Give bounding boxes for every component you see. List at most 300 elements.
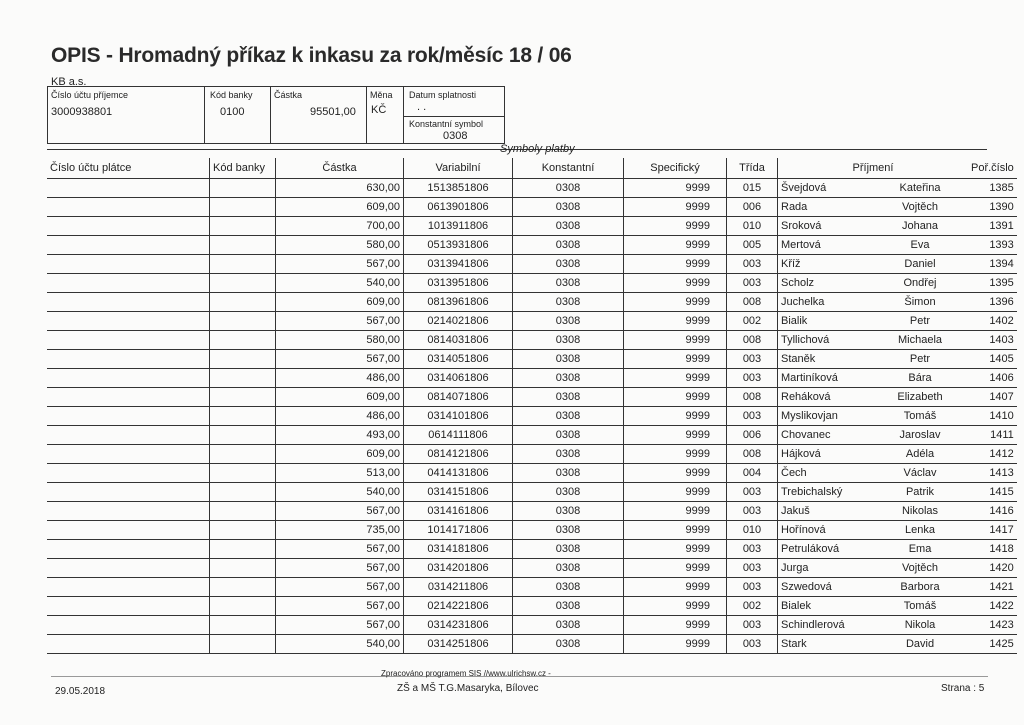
cell-order-number: 1421: [968, 578, 1017, 597]
table-row: [47, 483, 1017, 502]
table-row: [47, 217, 1017, 236]
divider: [403, 87, 404, 143]
cell-constant-symbol: 0308: [513, 445, 624, 464]
cell-order-number: 1396: [968, 293, 1017, 312]
table-row: [47, 293, 1017, 312]
cell-specific-symbol: 9999: [624, 445, 727, 464]
cell-payer-account: [47, 198, 210, 217]
table-row: [47, 312, 1017, 331]
cell-surname: Chovanec: [778, 426, 873, 445]
cell-constant-symbol: 0308: [513, 331, 624, 350]
table-row: [47, 559, 1017, 578]
cell-order-number: 1385: [968, 179, 1017, 198]
cell-payer-account: [47, 274, 210, 293]
cell-constant-symbol: 0308: [513, 179, 624, 198]
cell-class: 003: [727, 616, 778, 635]
cell-order-number: 1417: [968, 521, 1017, 540]
school-name: ZŠ a MŠ T.G.Masaryka, Bílovec: [397, 683, 539, 694]
cell-variable-symbol: 0814071806: [404, 388, 513, 407]
cell-specific-symbol: 9999: [624, 217, 727, 236]
cell-payer-account: [47, 236, 210, 255]
amount-value: 95501,00: [310, 106, 356, 118]
table-row: [47, 597, 1017, 616]
cell-payer-bank-code: [210, 369, 276, 388]
cell-surname: Sroková: [778, 217, 873, 236]
cell-surname: Petruláková: [778, 540, 873, 559]
cell-first-name: Elizabeth: [872, 388, 968, 407]
cell-variable-symbol: 0414131806: [404, 464, 513, 483]
due-date-value: . .: [417, 101, 427, 113]
cell-constant-symbol: 0308: [513, 483, 624, 502]
cell-first-name: Šimon: [872, 293, 968, 312]
cell-surname: Stark: [778, 635, 873, 654]
cell-constant-symbol: 0308: [513, 236, 624, 255]
cell-variable-symbol: 0614111806: [404, 426, 513, 445]
cell-variable-symbol: 0313951806: [404, 274, 513, 293]
table-row: [47, 426, 1017, 445]
cell-class: 008: [727, 293, 778, 312]
cell-first-name: Petr: [872, 350, 968, 369]
cell-specific-symbol: 9999: [624, 350, 727, 369]
cell-payer-bank-code: [210, 350, 276, 369]
cell-class: 003: [727, 483, 778, 502]
cell-variable-symbol: 0314201806: [404, 559, 513, 578]
cell-variable-symbol: 1513851806: [404, 179, 513, 198]
cell-order-number: 1390: [968, 198, 1017, 217]
cell-constant-symbol: 0308: [513, 293, 624, 312]
cell-first-name: Barbora: [872, 578, 968, 597]
cell-class: 002: [727, 312, 778, 331]
cell-amount: 567,00: [276, 616, 404, 635]
cell-class: 008: [727, 388, 778, 407]
cell-variable-symbol: 0314251806: [404, 635, 513, 654]
table-row: [47, 407, 1017, 426]
cell-payer-bank-code: [210, 198, 276, 217]
cell-specific-symbol: 9999: [624, 388, 727, 407]
cell-surname: Hořínová: [778, 521, 873, 540]
program-credit: Zpracováno programem SIS //www.ulrichsw.cz -: [381, 669, 551, 678]
cell-class: 003: [727, 559, 778, 578]
cell-order-number: 1391: [968, 217, 1017, 236]
cell-class: 003: [727, 255, 778, 274]
cell-payer-bank-code: [210, 464, 276, 483]
divider: [403, 116, 504, 117]
page-title: OPIS - Hromadný příkaz k inkasu za rok/měsíc 18 / 06: [51, 44, 572, 67]
cell-class: 003: [727, 578, 778, 597]
col-header-specific: Specifický: [624, 158, 727, 179]
col-header-constant: Konstantní: [513, 158, 624, 179]
table-row: [47, 502, 1017, 521]
cell-constant-symbol: 0308: [513, 350, 624, 369]
table-row: [47, 445, 1017, 464]
cell-specific-symbol: 9999: [624, 483, 727, 502]
cell-order-number: 1393: [968, 236, 1017, 255]
cell-payer-account: [47, 369, 210, 388]
cell-first-name: Vojtěch: [872, 198, 968, 217]
bank-code-label: Kód banky: [210, 90, 253, 100]
cell-order-number: 1416: [968, 502, 1017, 521]
cell-surname: Tyllichová: [778, 331, 873, 350]
table-row: [47, 331, 1017, 350]
cell-payer-bank-code: [210, 179, 276, 198]
cell-payer-bank-code: [210, 445, 276, 464]
constant-symbol-value: 0308: [443, 130, 468, 142]
cell-class: 008: [727, 331, 778, 350]
cell-payer-bank-code: [210, 293, 276, 312]
cell-order-number: 1423: [968, 616, 1017, 635]
cell-order-number: 1402: [968, 312, 1017, 331]
cell-amount: 540,00: [276, 274, 404, 293]
table-row: [47, 578, 1017, 597]
cell-constant-symbol: 0308: [513, 597, 624, 616]
table-row: [47, 616, 1017, 635]
col-header-bank-code: Kód banky: [210, 158, 276, 179]
cell-payer-account: [47, 350, 210, 369]
table-row: [47, 388, 1017, 407]
table-row: [47, 350, 1017, 369]
account-label: Číslo účtu příjemce: [51, 90, 129, 100]
cell-constant-symbol: 0308: [513, 635, 624, 654]
cell-variable-symbol: 0314211806: [404, 578, 513, 597]
cell-first-name: Ondřej: [872, 274, 968, 293]
cell-payer-account: [47, 426, 210, 445]
cell-specific-symbol: 9999: [624, 369, 727, 388]
cell-payer-account: [47, 445, 210, 464]
cell-specific-symbol: 9999: [624, 236, 727, 255]
cell-amount: 567,00: [276, 559, 404, 578]
cell-amount: 700,00: [276, 217, 404, 236]
cell-variable-symbol: 0613901806: [404, 198, 513, 217]
cell-payer-bank-code: [210, 502, 276, 521]
cell-payer-bank-code: [210, 407, 276, 426]
divider: [270, 87, 271, 143]
amount-label: Částka: [274, 90, 303, 100]
cell-amount: 567,00: [276, 578, 404, 597]
cell-specific-symbol: 9999: [624, 293, 727, 312]
cell-specific-symbol: 9999: [624, 635, 727, 654]
cell-surname: Schindlerová: [778, 616, 873, 635]
cell-payer-bank-code: [210, 426, 276, 445]
cell-amount: 609,00: [276, 293, 404, 312]
divider: [204, 87, 205, 143]
table-row: [47, 255, 1017, 274]
cell-class: 015: [727, 179, 778, 198]
payment-symbols-label: Symboly platby: [500, 143, 575, 155]
cell-constant-symbol: 0308: [513, 578, 624, 597]
cell-order-number: 1410: [968, 407, 1017, 426]
cell-order-number: 1395: [968, 274, 1017, 293]
col-header-surname: Příjmení: [778, 158, 969, 179]
cell-first-name: David: [872, 635, 968, 654]
cell-first-name: Johana: [872, 217, 968, 236]
cell-payer-account: [47, 407, 210, 426]
cell-specific-symbol: 9999: [624, 426, 727, 445]
cell-variable-symbol: 0313941806: [404, 255, 513, 274]
table-row: [47, 274, 1017, 293]
cell-specific-symbol: 9999: [624, 559, 727, 578]
header-box: [47, 86, 505, 144]
cell-variable-symbol: 1014171806: [404, 521, 513, 540]
cell-amount: 540,00: [276, 483, 404, 502]
cell-specific-symbol: 9999: [624, 331, 727, 350]
cell-amount: 513,00: [276, 464, 404, 483]
col-header-account: Číslo účtu plátce: [47, 158, 210, 179]
cell-order-number: 1413: [968, 464, 1017, 483]
cell-first-name: Bára: [872, 369, 968, 388]
cell-specific-symbol: 9999: [624, 502, 727, 521]
cell-class: 003: [727, 350, 778, 369]
page-number: Strana : 5: [941, 683, 985, 694]
cell-payer-account: [47, 464, 210, 483]
cell-surname: Švejdová: [778, 179, 873, 198]
cell-first-name: Ema: [872, 540, 968, 559]
cell-first-name: Nikolas: [872, 502, 968, 521]
due-date-label: Datum splatnosti: [409, 90, 477, 100]
cell-payer-bank-code: [210, 616, 276, 635]
cell-surname: Bialek: [778, 597, 873, 616]
cell-order-number: 1406: [968, 369, 1017, 388]
cell-surname: Reháková: [778, 388, 873, 407]
cell-constant-symbol: 0308: [513, 521, 624, 540]
cell-constant-symbol: 0308: [513, 217, 624, 236]
cell-payer-account: [47, 388, 210, 407]
cell-payer-bank-code: [210, 521, 276, 540]
cell-constant-symbol: 0308: [513, 388, 624, 407]
payments-table: [47, 158, 1017, 654]
cell-surname: Kříž: [778, 255, 873, 274]
cell-payer-account: [47, 293, 210, 312]
cell-payer-bank-code: [210, 597, 276, 616]
cell-surname: Martiníková: [778, 369, 873, 388]
cell-amount: 609,00: [276, 198, 404, 217]
cell-first-name: Tomáš: [872, 597, 968, 616]
cell-amount: 735,00: [276, 521, 404, 540]
cell-amount: 567,00: [276, 312, 404, 331]
constant-symbol-label: Konstantní symbol: [409, 119, 484, 129]
cell-amount: 567,00: [276, 350, 404, 369]
cell-variable-symbol: 0314061806: [404, 369, 513, 388]
cell-first-name: Jaroslav: [872, 426, 968, 445]
cell-class: 002: [727, 597, 778, 616]
col-header-variable: Variabilní: [404, 158, 513, 179]
cell-amount: 540,00: [276, 635, 404, 654]
cell-amount: 609,00: [276, 445, 404, 464]
cell-surname: Rada: [778, 198, 873, 217]
cell-class: 008: [727, 445, 778, 464]
cell-surname: Hájková: [778, 445, 873, 464]
cell-first-name: Michaela: [872, 331, 968, 350]
col-header-class: Třída: [727, 158, 778, 179]
cell-payer-account: [47, 578, 210, 597]
cell-order-number: 1415: [968, 483, 1017, 502]
cell-surname: Mertová: [778, 236, 873, 255]
cell-amount: 486,00: [276, 407, 404, 426]
print-date: 29.05.2018: [55, 686, 106, 697]
cell-amount: 580,00: [276, 236, 404, 255]
cell-constant-symbol: 0308: [513, 369, 624, 388]
cell-constant-symbol: 0308: [513, 616, 624, 635]
cell-payer-bank-code: [210, 274, 276, 293]
bank-code-value: 0100: [220, 106, 245, 118]
currency-value: KČ: [371, 104, 387, 116]
cell-order-number: 1405: [968, 350, 1017, 369]
cell-specific-symbol: 9999: [624, 312, 727, 331]
cell-first-name: Eva: [872, 236, 968, 255]
cell-class: 005: [727, 236, 778, 255]
col-header-order: Poř.číslo: [968, 158, 1017, 179]
cell-specific-symbol: 9999: [624, 198, 727, 217]
cell-constant-symbol: 0308: [513, 255, 624, 274]
cell-specific-symbol: 9999: [624, 407, 727, 426]
cell-variable-symbol: 0314181806: [404, 540, 513, 559]
cell-specific-symbol: 9999: [624, 255, 727, 274]
cell-constant-symbol: 0308: [513, 426, 624, 445]
cell-amount: 567,00: [276, 597, 404, 616]
cell-order-number: 1411: [968, 426, 1017, 445]
cell-surname: Jakuš: [778, 502, 873, 521]
cell-class: 003: [727, 274, 778, 293]
cell-payer-account: [47, 521, 210, 540]
cell-constant-symbol: 0308: [513, 540, 624, 559]
currency-label: Měna: [370, 90, 393, 100]
cell-order-number: 1412: [968, 445, 1017, 464]
cell-first-name: Tomáš: [872, 407, 968, 426]
cell-variable-symbol: 0214021806: [404, 312, 513, 331]
cell-variable-symbol: 0314161806: [404, 502, 513, 521]
cell-payer-bank-code: [210, 236, 276, 255]
cell-amount: 609,00: [276, 388, 404, 407]
cell-first-name: Václav: [872, 464, 968, 483]
table-header-row: [47, 158, 1017, 179]
cell-variable-symbol: 0314231806: [404, 616, 513, 635]
cell-payer-account: [47, 559, 210, 578]
cell-payer-bank-code: [210, 578, 276, 597]
cell-surname: Szwedová: [778, 578, 873, 597]
cell-payer-account: [47, 597, 210, 616]
cell-surname: Myslikovjan: [778, 407, 873, 426]
cell-surname: Trebichalský: [778, 483, 873, 502]
table-body: [47, 179, 1017, 654]
cell-class: 003: [727, 502, 778, 521]
cell-class: 003: [727, 407, 778, 426]
cell-payer-bank-code: [210, 559, 276, 578]
table-row: [47, 369, 1017, 388]
cell-amount: 567,00: [276, 502, 404, 521]
cell-first-name: Petr: [872, 312, 968, 331]
cell-amount: 493,00: [276, 426, 404, 445]
cell-class: 003: [727, 540, 778, 559]
cell-first-name: Kateřina: [872, 179, 968, 198]
cell-surname: Juchelka: [778, 293, 873, 312]
cell-surname: Bialik: [778, 312, 873, 331]
cell-variable-symbol: 0214221806: [404, 597, 513, 616]
cell-order-number: 1403: [968, 331, 1017, 350]
cell-order-number: 1420: [968, 559, 1017, 578]
cell-amount: 567,00: [276, 255, 404, 274]
cell-payer-bank-code: [210, 255, 276, 274]
cell-constant-symbol: 0308: [513, 407, 624, 426]
cell-class: 004: [727, 464, 778, 483]
cell-variable-symbol: 0814031806: [404, 331, 513, 350]
cell-first-name: Daniel: [872, 255, 968, 274]
table-row: [47, 179, 1017, 198]
cell-payer-account: [47, 540, 210, 559]
cell-surname: Čech: [778, 464, 873, 483]
cell-payer-bank-code: [210, 540, 276, 559]
cell-first-name: Adéla: [872, 445, 968, 464]
cell-payer-bank-code: [210, 388, 276, 407]
cell-amount: 630,00: [276, 179, 404, 198]
cell-payer-bank-code: [210, 312, 276, 331]
table-row: [47, 464, 1017, 483]
cell-specific-symbol: 9999: [624, 540, 727, 559]
cell-order-number: 1407: [968, 388, 1017, 407]
cell-specific-symbol: 9999: [624, 578, 727, 597]
cell-class: 006: [727, 426, 778, 445]
table-row: [47, 236, 1017, 255]
cell-first-name: Patrik: [872, 483, 968, 502]
cell-amount: 486,00: [276, 369, 404, 388]
cell-order-number: 1418: [968, 540, 1017, 559]
cell-class: 010: [727, 217, 778, 236]
cell-class: 003: [727, 369, 778, 388]
account-value: 3000938801: [51, 106, 113, 118]
cell-variable-symbol: 0513931806: [404, 236, 513, 255]
cell-constant-symbol: 0308: [513, 274, 624, 293]
cell-payer-account: [47, 179, 210, 198]
cell-order-number: 1394: [968, 255, 1017, 274]
cell-payer-account: [47, 312, 210, 331]
cell-amount: 580,00: [276, 331, 404, 350]
cell-order-number: 1422: [968, 597, 1017, 616]
cell-variable-symbol: 1013911806: [404, 217, 513, 236]
cell-payer-account: [47, 331, 210, 350]
cell-surname: Scholz: [778, 274, 873, 293]
cell-specific-symbol: 9999: [624, 464, 727, 483]
cell-payer-bank-code: [210, 483, 276, 502]
cell-variable-symbol: 0813961806: [404, 293, 513, 312]
cell-payer-account: [47, 255, 210, 274]
cell-first-name: Vojtěch: [872, 559, 968, 578]
cell-constant-symbol: 0308: [513, 559, 624, 578]
cell-specific-symbol: 9999: [624, 597, 727, 616]
cell-variable-symbol: 0814121806: [404, 445, 513, 464]
cell-payer-account: [47, 483, 210, 502]
cell-specific-symbol: 9999: [624, 179, 727, 198]
cell-payer-bank-code: [210, 331, 276, 350]
cell-class: 003: [727, 635, 778, 654]
cell-constant-symbol: 0308: [513, 502, 624, 521]
cell-constant-symbol: 0308: [513, 312, 624, 331]
cell-payer-account: [47, 217, 210, 236]
cell-constant-symbol: 0308: [513, 198, 624, 217]
cell-payer-account: [47, 635, 210, 654]
cell-first-name: Lenka: [872, 521, 968, 540]
divider: [366, 87, 367, 143]
cell-class: 010: [727, 521, 778, 540]
cell-first-name: Nikola: [872, 616, 968, 635]
cell-variable-symbol: 0314151806: [404, 483, 513, 502]
cell-surname: Staněk: [778, 350, 873, 369]
cell-payer-bank-code: [210, 635, 276, 654]
cell-specific-symbol: 9999: [624, 521, 727, 540]
cell-class: 006: [727, 198, 778, 217]
table-row: [47, 198, 1017, 217]
cell-amount: 567,00: [276, 540, 404, 559]
cell-variable-symbol: 0314051806: [404, 350, 513, 369]
cell-order-number: 1425: [968, 635, 1017, 654]
table-row: [47, 540, 1017, 559]
